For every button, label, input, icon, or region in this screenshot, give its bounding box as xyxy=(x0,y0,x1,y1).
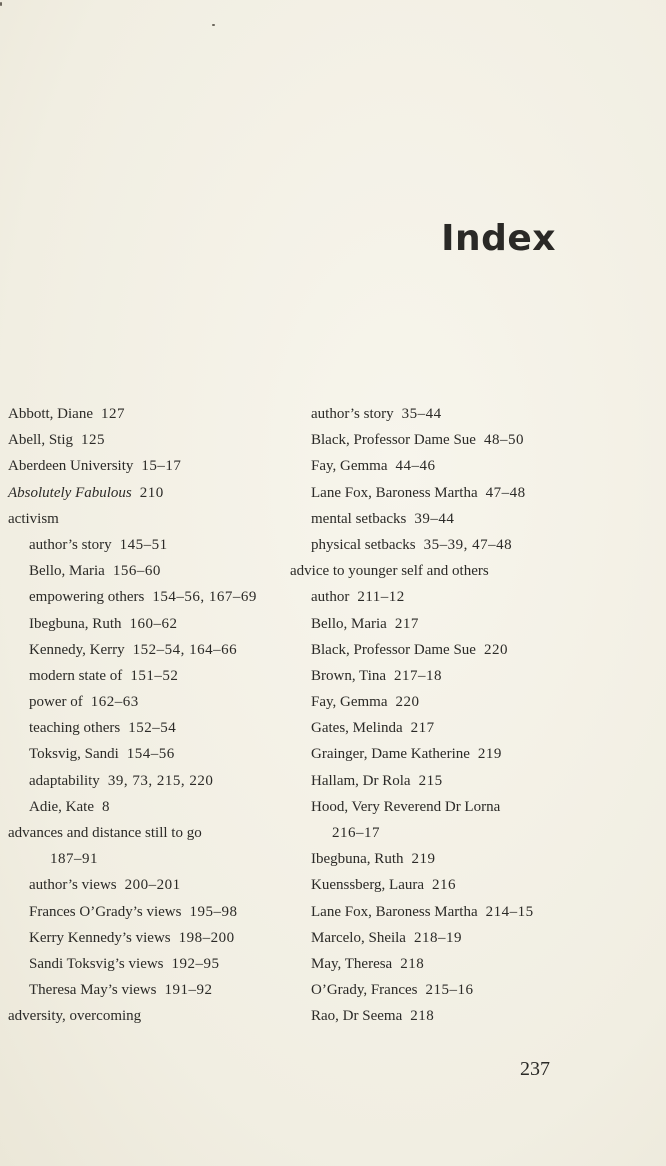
index-entry xyxy=(8,846,298,872)
index-term: Grainger, Dame Katherine xyxy=(311,746,470,763)
index-entry xyxy=(8,1003,298,1029)
index-entry xyxy=(290,820,660,846)
index-term: O’Grady, Frances xyxy=(311,982,418,999)
index-term: Fay, Gemma xyxy=(311,694,388,711)
index-page-refs: 156–60 xyxy=(112,563,161,580)
index-entry xyxy=(290,689,660,715)
index-term: Kerry Kennedy’s views xyxy=(29,929,171,946)
index-entry xyxy=(290,480,660,506)
index-entry xyxy=(290,401,660,427)
index-term: Hallam, Dr Rola xyxy=(311,772,411,789)
index-page-refs: 218–19 xyxy=(413,929,462,946)
ink-speck xyxy=(212,24,215,26)
index-entry xyxy=(290,532,660,558)
index-page-refs: 216 xyxy=(432,877,457,894)
index-page-refs: 127 xyxy=(100,406,125,422)
index-page-refs: 219 xyxy=(477,746,502,763)
index-term: Sandi Toksvig’s views xyxy=(29,955,164,972)
index-entry xyxy=(8,611,298,637)
index-page-refs: 151–52 xyxy=(130,667,179,684)
index-term: modern state of xyxy=(29,667,123,684)
index-entry xyxy=(8,768,298,794)
index-entry xyxy=(290,584,660,610)
index-page-refs: 195–98 xyxy=(189,903,238,920)
index-page-refs: 218 xyxy=(410,1008,435,1025)
index-term: Bello, Maria xyxy=(311,615,387,632)
index-term: May, Theresa xyxy=(311,955,393,972)
index-page-refs: 214–15 xyxy=(485,903,534,920)
index-page-refs: 15–17 xyxy=(141,458,182,475)
index-entry xyxy=(290,637,660,663)
index-term: teaching others xyxy=(29,720,121,737)
index-entry xyxy=(290,768,660,794)
index-entry xyxy=(8,977,298,1003)
index-entry xyxy=(8,951,298,977)
index-entry xyxy=(8,480,298,506)
index-page-refs: 220 xyxy=(395,694,420,711)
index-term: activism xyxy=(8,510,59,527)
index-term: author xyxy=(311,589,350,606)
index-page-refs: 217–18 xyxy=(394,667,443,684)
index-page-refs: 39, 73, 215, 220 xyxy=(107,772,214,789)
index-page-refs: 220 xyxy=(483,641,508,658)
index-entry xyxy=(290,872,660,898)
index-page-refs: 219 xyxy=(411,851,436,868)
index-entry xyxy=(290,794,660,820)
index-entry xyxy=(290,846,660,872)
index-term: Ibegbuna, Ruth xyxy=(311,851,404,868)
index-term: Absolutely Fabulous xyxy=(8,484,132,501)
index-term: mental setbacks xyxy=(311,510,407,527)
index-term: Rao, Dr Seema xyxy=(311,1008,403,1025)
index-entry xyxy=(8,899,298,925)
index-page-refs: 200–201 xyxy=(124,877,181,894)
index-page-refs: 217 xyxy=(394,615,419,632)
index-term: Hood, Very Reverend Dr Lorna xyxy=(311,798,501,815)
index-page-refs: 35–39, 47–48 xyxy=(423,536,513,553)
index-term: Adie, Kate xyxy=(29,798,94,815)
index-term: advances and distance still to go xyxy=(8,825,202,841)
index-page-refs: 218 xyxy=(400,955,425,972)
index-term: Bello, Maria xyxy=(29,563,105,580)
index-term: Ibegbuna, Ruth xyxy=(29,615,122,632)
index-term: Abbott, Diane xyxy=(8,406,93,422)
index-term: Kennedy, Kerry xyxy=(29,641,125,658)
index-term: Aberdeen University xyxy=(8,458,134,475)
ink-speck xyxy=(0,2,2,6)
index-page-refs: 125 xyxy=(81,432,106,449)
index-entry xyxy=(8,584,298,610)
index-term: author’s story xyxy=(29,536,112,553)
index-page-refs: 216–17 xyxy=(332,825,380,841)
index-page-refs: 191–92 xyxy=(164,982,213,999)
index-term: adaptability xyxy=(29,772,100,789)
index-term: physical setbacks xyxy=(311,536,416,553)
index-entry xyxy=(290,453,660,479)
index-page-refs: 152–54 xyxy=(128,720,177,737)
index-term: author’s views xyxy=(29,877,117,894)
index-entry xyxy=(8,558,298,584)
index-entry xyxy=(8,689,298,715)
index-term: Lane Fox, Baroness Martha xyxy=(311,484,478,501)
index-term: Gates, Melinda xyxy=(311,720,403,737)
index-page-refs: 211–12 xyxy=(357,589,405,606)
index-entry xyxy=(8,506,298,532)
index-page-refs: 198–200 xyxy=(178,929,235,946)
index-term: Abell, Stig xyxy=(8,432,74,449)
index-entry xyxy=(290,427,660,453)
index-term: Black, Professor Dame Sue xyxy=(311,432,476,449)
index-page-refs: 39–44 xyxy=(414,510,455,527)
index-page-refs: 154–56 xyxy=(126,746,175,763)
index-entry xyxy=(8,427,298,453)
index-entry xyxy=(8,453,298,479)
index-term: Brown, Tina xyxy=(311,667,387,684)
index-page-refs: 48–50 xyxy=(483,432,524,449)
index-entry xyxy=(290,715,660,741)
index-entry xyxy=(8,715,298,741)
index-entry xyxy=(8,637,298,663)
index-page-refs: 145–51 xyxy=(119,536,168,553)
index-term: Theresa May’s views xyxy=(29,982,157,999)
index-term: adversity, overcoming xyxy=(8,1008,142,1025)
index-term: empowering others xyxy=(29,589,145,606)
index-term: Kuenssberg, Laura xyxy=(311,877,425,894)
index-column-right xyxy=(290,401,660,1030)
index-page-refs: 192–95 xyxy=(171,955,220,972)
index-term: power of xyxy=(29,694,83,711)
index-entry xyxy=(8,925,298,951)
index-term: advice to younger self and others xyxy=(290,563,489,580)
index-entry xyxy=(290,1003,660,1029)
page-title: Index xyxy=(441,218,556,259)
index-term: Marcelo, Sheila xyxy=(311,929,406,946)
index-term: author’s story xyxy=(311,406,394,422)
index-page-refs: 187–91 xyxy=(50,851,98,868)
index-page-refs: 215 xyxy=(418,772,443,789)
index-entry xyxy=(8,794,298,820)
index-entry xyxy=(290,558,660,584)
index-entry xyxy=(8,820,298,846)
index-page-refs: 47–48 xyxy=(485,484,526,501)
index-entry xyxy=(290,951,660,977)
index-entry xyxy=(290,611,660,637)
index-page-refs: 217 xyxy=(410,720,435,737)
index-term: Black, Professor Dame Sue xyxy=(311,641,476,658)
index-entry xyxy=(290,663,660,689)
index-entry xyxy=(8,663,298,689)
index-entry xyxy=(290,506,660,532)
index-column-left xyxy=(8,401,298,1030)
index-entry xyxy=(290,741,660,767)
index-page-refs: 35–44 xyxy=(401,406,442,422)
index-page-refs: 160–62 xyxy=(129,615,178,632)
index-page-refs: 8 xyxy=(101,798,110,815)
index-entry xyxy=(290,899,660,925)
index-entry xyxy=(8,741,298,767)
index-page-refs: 215–16 xyxy=(425,982,474,999)
index-term: Lane Fox, Baroness Martha xyxy=(311,903,478,920)
index-page-refs: 44–46 xyxy=(395,458,436,475)
index-page-refs: 210 xyxy=(139,484,164,501)
index-entry xyxy=(8,532,298,558)
index-entry xyxy=(8,872,298,898)
index-page-refs: 154–56, 167–69 xyxy=(152,589,257,606)
index-entry xyxy=(8,401,298,427)
index-entry xyxy=(290,925,660,951)
index-page-refs: 152–54, 164–66 xyxy=(132,641,238,658)
index-term: Fay, Gemma xyxy=(311,458,388,475)
index-page-refs: 162–63 xyxy=(90,694,139,711)
page-number: 237 xyxy=(520,1058,550,1080)
index-entry xyxy=(290,977,660,1003)
index-term: Toksvig, Sandi xyxy=(29,746,119,763)
index-term: Frances O’Grady’s views xyxy=(29,903,182,920)
